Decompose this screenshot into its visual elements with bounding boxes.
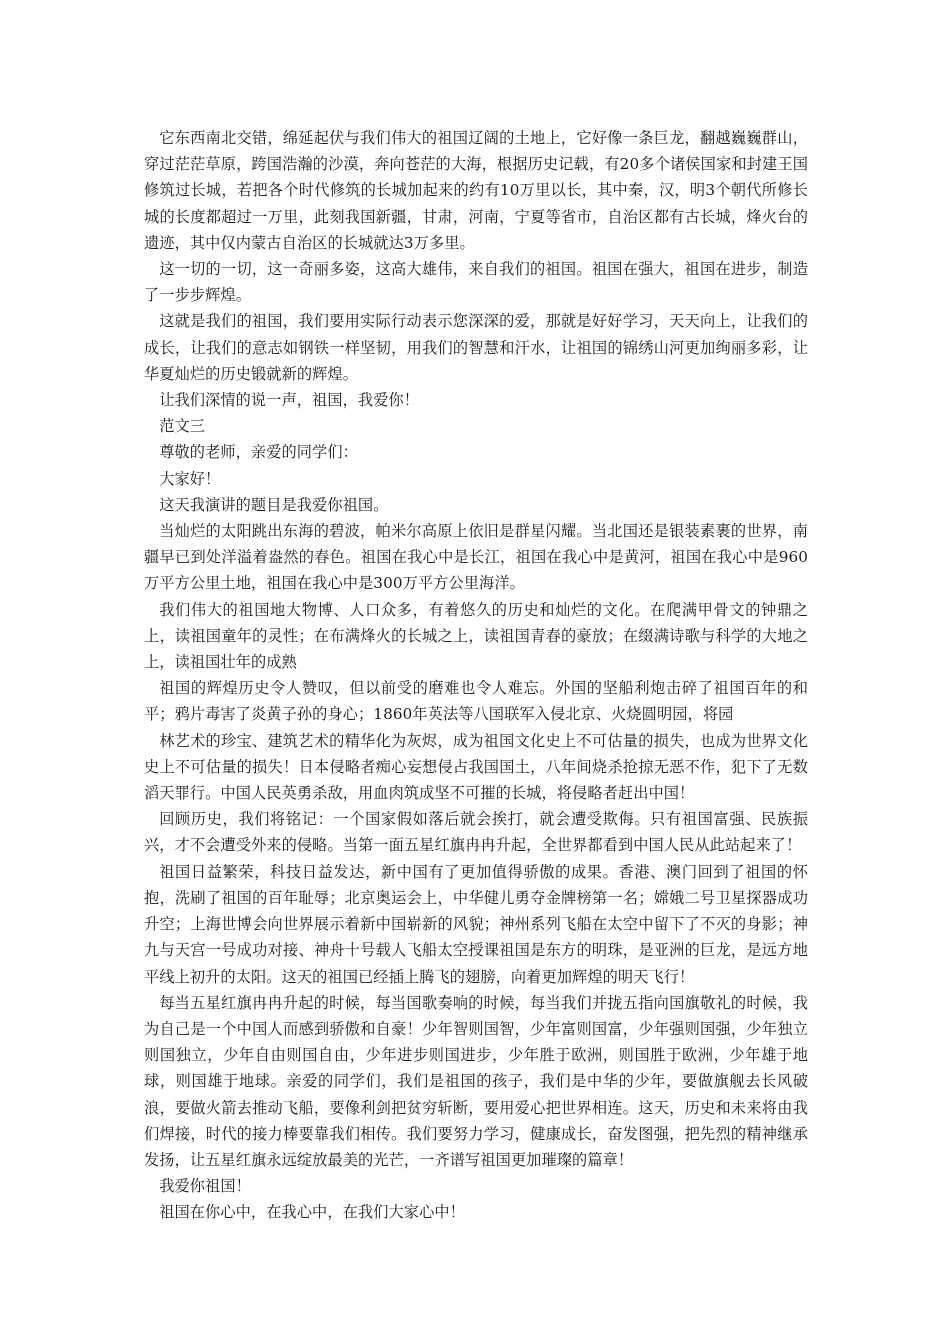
- salutation: 尊敬的老师，亲爱的同学们：: [159, 443, 358, 462]
- paragraph-great-wall: 它东西南北交错，绵延起伏与我们伟大的祖国辽阔的土地上，它好像一条巨龙，翻越巍巍群山，穿过茫茫草原，跨国浩瀚的沙漠，奔向苍茫的大海，根据历史记载，有20多个诸侯国家和封建王国修筑过长城，若把各个时代修筑的长城加起来的约有10万里以长，其中秦，汉，明3个朝代所修长城的长度都超过一万里，此刻我国新疆，甘肃，河南，宁夏等省市，自治区都有古长城，烽火台的遗迹，其中仅内蒙古自治区的长城就达3万多里。: [144, 129, 808, 252]
- paragraph-losses: 林艺术的珍宝、建筑艺术的精华化为灰烬，成为祖国文化史上不可估量的损失，也成为世界文化史上不可估量的损失！日本侵略者痴心妄想侵占我国国土，八年间烧杀抢掠无恶不作，犯下了无数滔天罪行。中国人民英勇杀敌，用血肉筑成坚不可摧的长城，将侵略者赶出中国！: [144, 731, 808, 803]
- paragraph-hardships: 祖国的辉煌历史令人赞叹，但以前受的磨难也令人难忘。外国的坚船利炮击碎了祖国百年的和平；鸦片毒害了炎黄子孙的身心；1860年英法等八国联军入侵北京、火烧圆明园，将园: [144, 679, 808, 724]
- paragraph-youth: 每当五星红旗冉冉升起的时候，每当国歌奏响的时候，每当我们并拢五指向国旗敬礼的时候，我为自己是一个中国人而感到骄傲和自豪！少年智则国智，少年富则国富，少年强则国强，少年独立则国独立，少年自由则国自由，少年进步则国进步，少年胜于欧洲，则国胜于欧洲，少年雄于地球，则国雄于地球。亲爱的同学们，我们是祖国的孩子，我们是中华的少年，要做旗舰去长风破浪，要做火箭去推动飞船，要像利剑把贫穷斩断，要用爱心把世界相连。这天，历史和未来将由我们焊接，时代的接力棒要靠我们相传。我们要努力学习，健康成长，奋发图强，把先烈的精神继承发扬，让五星红旗永远绽放最美的光芒，一齐谱写祖国更加璀璨的篇章！: [144, 993, 808, 1169]
- paragraph-i-love-you: 让我们深情的说一声，祖国，我爱你！: [159, 391, 420, 410]
- section-heading: 范文三: [159, 417, 206, 436]
- paragraph-sun-rises: 当灿烂的太阳跳出东海的碧波，帕米尔高原上依旧是群星闪耀。当北国还是银装素裹的世界，南疆早已到处洋溢着盎然的春色。祖国在我心中是长江，祖国在我心中是黄河，祖国在我心中是960万平方公里土地，祖国在我心中是300万平方公里海洋。: [144, 522, 808, 593]
- paragraph-our-motherland: 这就是我们的祖国，我们要用实际行动表示您深深的爱，那就是好好学习，天天向上，让我们的成长，让我们的意志如钢铁一样坚韧，用我们的智慧和汗水，让祖国的锦绣山河更加绚丽多彩，让华夏灿烂的历史锻就新的辉煌。: [144, 312, 808, 383]
- paragraph-prosperity: 祖国日益繁荣，科技日益发达，新中国有了更加值得骄傲的成果。香港、澳门回到了祖国的怀抱，洗刷了祖国的百年耻辱；北京奥运会上，中华健儿勇夺金牌榜第一名；嫦娥二号卫星探器成功升空；上海世博会向世界展示着新中国崭新的风貌；神州系列飞船在太空中留下了不灭的身影；神九与天宫一号成功对接、神舟十号载人飞船太空授课祖国是东方的明珠，是亚洲的巨龙，是远方地平线上初升的太阳。这天的祖国已经插上腾飞的翅膀，向着更加辉煌的明天飞行！: [144, 862, 808, 986]
- greeting: 大家好！: [159, 469, 221, 488]
- document-body: [144, 125, 808, 1226]
- paragraph-motherland-glory: 这一切的一切，这一奇丽多姿，这高大雄伟，来自我们的祖国。祖国在强大，祖国在进步，制造了一步步辉煌。: [144, 260, 808, 305]
- paragraph-review-history: 回顾历史，我们将铭记：一个国家假如落后就会挨打，就会遭受欺侮。只有祖国富强、民族振兴，才不会遭受外来的侵略。当第一面五星红旗冉冉升起，全世界都看到中国人民从此站起来了！: [144, 810, 808, 855]
- paragraph-closing: 祖国在你心中，在我心中，在我们大家心中！: [159, 1203, 465, 1222]
- paragraph-love-motherland: 我爱你祖国！: [159, 1177, 251, 1196]
- speech-topic: 这天我演讲的题目是我爱你祖国。: [159, 495, 389, 514]
- paragraph-history-culture: 我们伟大的祖国地大物博、人口众多，有着悠久的历史和灿烂的文化。在爬满甲骨文的钟鼎之上，读祖国童年的灵性；在布满烽火的长城之上，读祖国青春的豪放；在缀满诗歌与科学的大地之上，读祖国壮年的成熟: [144, 600, 808, 672]
